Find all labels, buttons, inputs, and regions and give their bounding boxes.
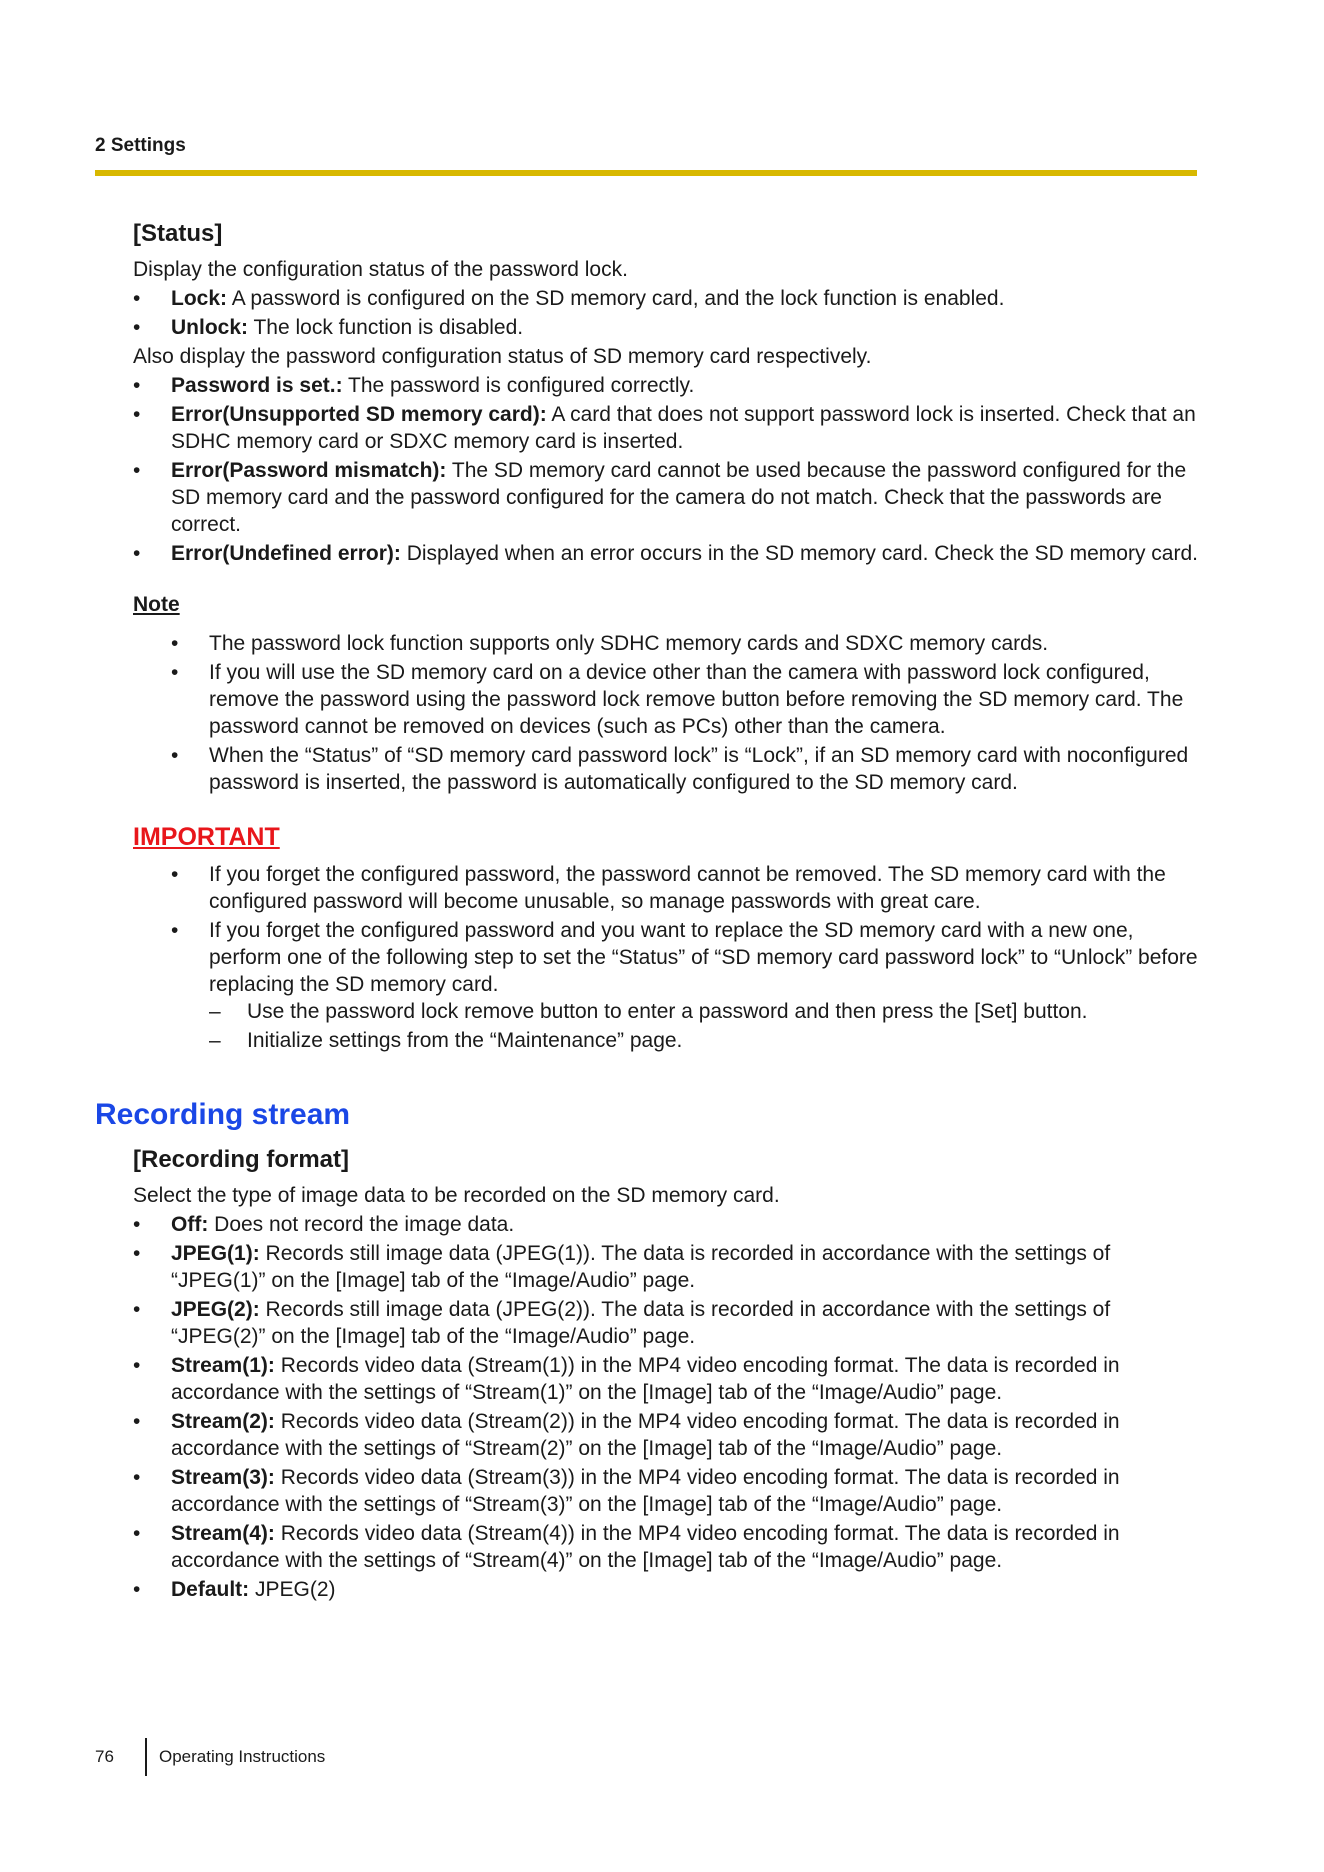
- important-sub-list: [209, 998, 1203, 1054]
- recording-list: [133, 1211, 1203, 1603]
- list-item: [133, 1520, 1203, 1574]
- term: JPEG(1):: [171, 1242, 260, 1265]
- term: Error(Password mismatch):: [171, 459, 447, 482]
- definition: Records video data (Stream(1)) in the MP4 video encoding format. The data is recorded in accordance with the settings of “Stream(1)” on the [Image] tab of the “Image/Audio” page.: [171, 1354, 1120, 1404]
- list-item: [133, 1576, 1203, 1603]
- section-title-recording-stream: Recording stream: [95, 1098, 351, 1131]
- definition: Records still image data (JPEG(1)). The data is recorded in accordance with the settings of “JPEG(1)” on the [Image] tab of the “Image/Audio” page.: [171, 1242, 1111, 1292]
- list-item: [133, 1211, 1203, 1238]
- term: Error(Unsupported SD memory card):: [171, 403, 547, 426]
- definition: Does not record the image data.: [208, 1213, 515, 1236]
- definition: A card that does not support password lock is inserted. Check that an SDHC memory card or SDXC memory card is inserted.: [171, 403, 1196, 453]
- list-item: [133, 285, 1203, 312]
- status-list-2: [133, 372, 1203, 567]
- definition: The password is configured correctly.: [342, 374, 695, 397]
- list-item: [133, 1296, 1203, 1350]
- definition: Displayed when an error occurs in the SD memory card. Check the SD memory card.: [400, 542, 1198, 565]
- list-item: [133, 540, 1203, 567]
- list-item: • The password lock function supports only SDHC memory cards and SDXC memory cards.: [171, 630, 1203, 657]
- list-item: [133, 1464, 1203, 1518]
- term: Lock:: [171, 287, 228, 310]
- term: Off:: [171, 1213, 209, 1236]
- page-header-section: 2 Settings: [95, 135, 186, 156]
- list-item: [133, 1240, 1203, 1294]
- definition: Records still image data (JPEG(2)). The data is recorded in accordance with the settings of “JPEG(2)” on the [Image] tab of the “Image/Audio” page.: [171, 1298, 1111, 1348]
- list-item: [133, 314, 1203, 341]
- list-item: • When the “Status” of “SD memory card password lock” is “Lock”, if an SD memory card with noconfigured password is inserted, the password is automatically configured to the SD memory card.: [171, 742, 1203, 796]
- status-intro: Display the configuration status of the password lock.: [133, 258, 628, 281]
- note-label: Note: [133, 593, 180, 616]
- list-item-text: If you forget the configured password and you want to replace the SD memory card with a new one, perform one of the following step to set the “Status” of “SD memory card password lock” to “Unlock” before replacing the SD memory card.: [209, 919, 1198, 996]
- status-section: [133, 218, 1203, 1056]
- list-item: [133, 1408, 1203, 1462]
- page-number: 76: [95, 1747, 114, 1766]
- important-label: IMPORTANT: [133, 823, 280, 851]
- list-item: [133, 401, 1203, 455]
- list-item: [133, 372, 1203, 399]
- footer-divider: [145, 1738, 147, 1776]
- term: Unlock:: [171, 316, 249, 339]
- note-list: [171, 630, 1203, 796]
- term: Default:: [171, 1578, 250, 1601]
- term: JPEG(2):: [171, 1298, 260, 1321]
- definition: The SD memory card cannot be used because the password configured for the SD memory card and the password configured for the camera do not match. Check that the passwords are correct.: [171, 459, 1187, 536]
- list-item: [133, 457, 1203, 538]
- header-rule: [95, 170, 1197, 176]
- sub-list-item: – Initialize settings from the “Maintenance” page.: [209, 1027, 1203, 1054]
- sub-list-item: – Use the password lock remove button to enter a password and then press the [Set] button.: [209, 998, 1203, 1025]
- list-item: • If you will use the SD memory card on a device other than the camera with password lock configured, remove the password using the password lock remove button before removing the SD memory card. The password cannot be removed on devices (such as PCs) other than the camera.: [171, 659, 1203, 740]
- important-list: [171, 861, 1203, 1054]
- term: Stream(1):: [171, 1354, 275, 1377]
- recording-intro: Select the type of image data to be recorded on the SD memory card.: [133, 1184, 780, 1207]
- list-item: [171, 917, 1203, 1054]
- list-item: • If you forget the configured password, the password cannot be removed. The SD memory card with the configured password will become unusable, so manage passwords with great care.: [171, 861, 1203, 915]
- definition: Records video data (Stream(3)) in the MP4 video encoding format. The data is recorded in accordance with the settings of “Stream(3)” on the [Image] tab of the “Image/Audio” page.: [171, 1466, 1120, 1516]
- status-heading: [Status]: [133, 220, 223, 247]
- recording-format-heading: [Recording format]: [133, 1146, 349, 1173]
- definition: Records video data (Stream(2)) in the MP4 video encoding format. The data is recorded in accordance with the settings of “Stream(2)” on the [Image] tab of the “Image/Audio” page.: [171, 1410, 1120, 1460]
- term: Stream(3):: [171, 1466, 275, 1489]
- note-block: [171, 630, 1203, 796]
- footer-title: Operating Instructions: [159, 1747, 326, 1766]
- status-intro-2: Also display the password configuration status of SD memory card respectively.: [133, 345, 872, 368]
- definition: Records video data (Stream(4)) in the MP4 video encoding format. The data is recorded in accordance with the settings of “Stream(4)” on the [Image] tab of the “Image/Audio” page.: [171, 1522, 1120, 1572]
- important-block: [171, 861, 1203, 1054]
- recording-format-section: [133, 1144, 1203, 1605]
- term: Stream(4):: [171, 1522, 275, 1545]
- term: Password is set.:: [171, 374, 343, 397]
- definition: A password is configured on the SD memory card, and the lock function is enabled.: [227, 287, 1005, 310]
- page-footer: [95, 1738, 325, 1776]
- definition: The lock function is disabled.: [248, 316, 524, 339]
- definition: JPEG(2): [249, 1578, 336, 1601]
- list-item: [133, 1352, 1203, 1406]
- status-list: [133, 285, 1203, 341]
- term: Stream(2):: [171, 1410, 275, 1433]
- term: Error(Undefined error):: [171, 542, 401, 565]
